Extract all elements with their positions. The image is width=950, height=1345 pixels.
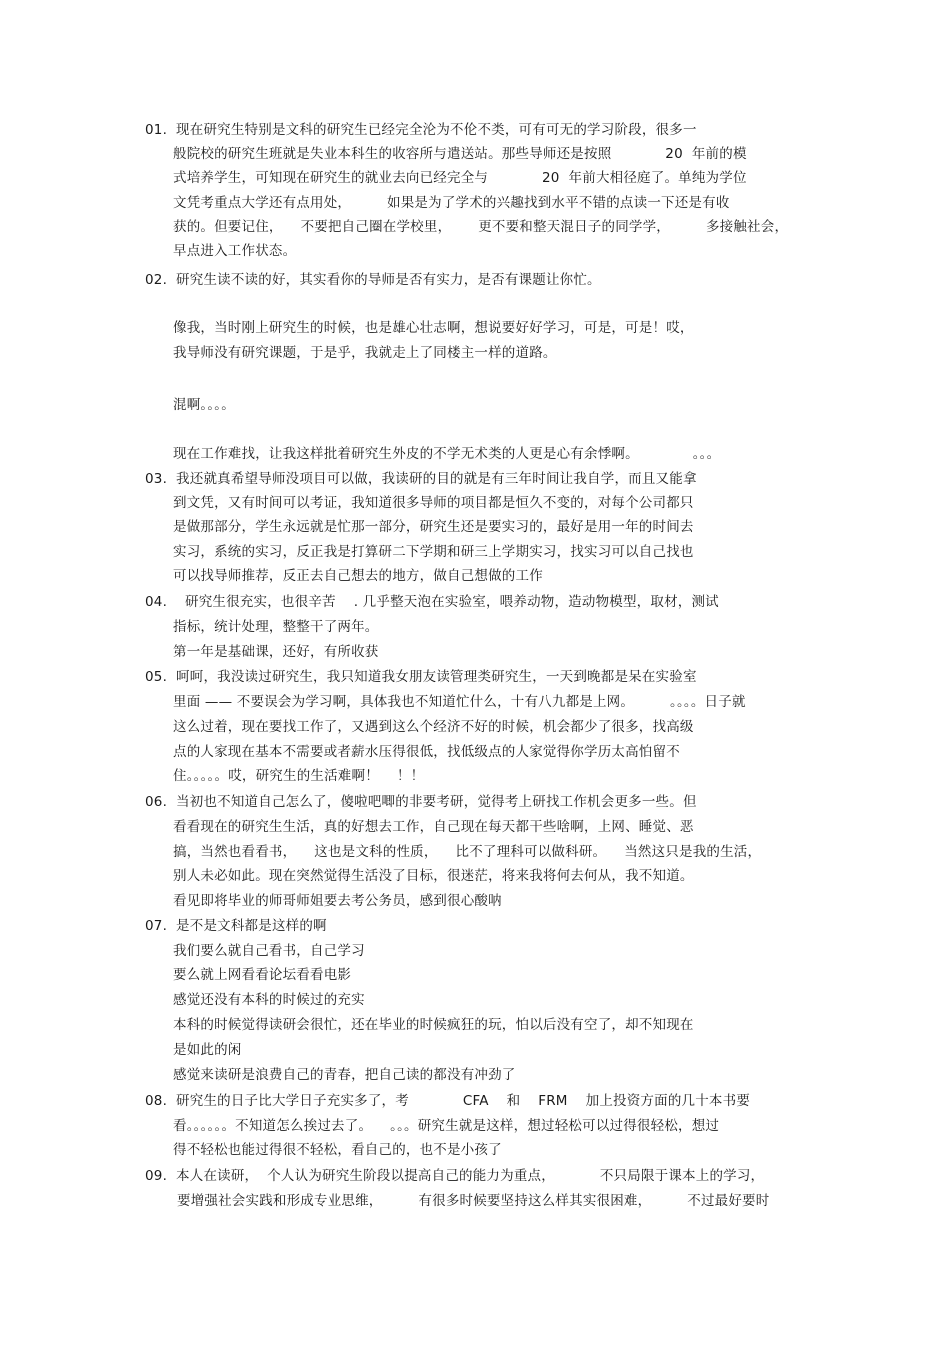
text-line: 混啊。。。。	[173, 397, 235, 413]
text-line: 般院校的研究生班就是失业本科生的收容所与遣送站。那些导师还是按照 20 年前的模	[173, 146, 747, 162]
text-line: 09. 本人在读研， 个人认为研究生阶段以提高自己的能力为重点， 不只局限于课本上的学习，	[145, 1168, 765, 1184]
text-line: 第一年是基础课，还好，有所收获	[173, 644, 379, 660]
text-line: 别人未必如此。现在突然觉得生活没了目标，很迷茫，将来我将何去何从，我不知道。	[173, 868, 694, 884]
text-line: 现在工作难找，让我这样批着研究生外皮的不学无术类的人更是心有余悸啊。 。。。	[173, 446, 721, 462]
text-line: 我导师没有研究课题，于是乎，我就走上了同楼主一样的道路。	[173, 345, 557, 361]
text-line: 03. 我还就真希望导师没项目可以做，我读研的目的就是有三年时间让我自学，而且又能拿	[145, 471, 697, 487]
text-line: 看。。。。。。不知道怎么挨过去了。 。。。研究生就是这样，想过轻松可以过得很轻松，想过	[173, 1118, 720, 1134]
text-line: 06. 当初也不知道自己怎么了，傻啦吧唧的非要考研，觉得考上研找工作机会更多一些。但	[145, 794, 697, 810]
text-line: 式培养学生，可知现在研究生的就业去向已经完全与 20 年前大相径庭了。单纯为学位	[173, 170, 747, 186]
text-line: 里面 —— 不要误会为学习啊，具体我也不知道忙什么，十有八九都是上网。 。。。。日子就	[173, 694, 746, 710]
text-line: 07. 是不是文科都是这样的啊	[145, 918, 327, 934]
text-line: 住。。。。。哎，研究生的生活难啊！ ！！	[173, 768, 425, 784]
text-line: 可以找导师推荐，反正去自己想去的地方，做自己想做的工作	[173, 568, 543, 584]
text-line: 要么就上网看看论坛看看电影	[173, 967, 352, 983]
text-line: 得不轻松也能过得很不轻松，看自己的，也不是小孩了	[173, 1142, 502, 1158]
text-line: 文凭考重点大学还有点用处， 如果是为了学术的兴趣找到水平不错的点读一下还是有收	[173, 195, 730, 211]
text-line: 是如此的闲	[173, 1042, 242, 1058]
text-line: 看见即将毕业的师哥师姐要去考公务员，感到很心酸呐	[173, 893, 502, 909]
text-line: 这么过着，现在要找工作了，又遇到这么个经济不好的时候，机会都少了很多，找高级	[173, 719, 694, 735]
text-line: 05. 呵呵，我没读过研究生，我只知道我女朋友读管理类研究生，一天到晚都是呆在实验室	[145, 669, 697, 685]
text-line: 本科的时候觉得读研会很忙，还在毕业的时候疯狂的玩，怕以后没有空了，却不知现在	[173, 1017, 694, 1033]
text-line: 看看现在的研究生生活，真的好想去工作，自己现在每天都干些啥啊，上网、睡觉、恶	[173, 819, 694, 835]
text-line: 指标，统计处理，整整干了两年。	[173, 619, 379, 635]
text-line: 01. 现在研究生特别是文科的研究生已经完全沦为不伦不类，可有可无的学习阶段，很多一	[145, 122, 697, 138]
text-line: 是做那部分，学生永远就是忙那一部分，研究生还是要实习的，最好是用一年的时间去	[173, 519, 694, 535]
text-line: 感觉还没有本科的时候过的充实	[173, 992, 365, 1008]
text-line: 点的人家现在基本不需要或者薪水压得很低，找低级点的人家觉得你学历太高怕留不	[173, 744, 680, 760]
text-line: 我们要么就自己看书，自己学习	[173, 943, 365, 959]
text-line: 感觉来读研是浪费自己的青春，把自己读的都没有冲劲了	[173, 1067, 516, 1083]
text-line: 到文凭，又有时间可以考证，我知道很多导师的项目都是恒久不变的，对每个公司都只	[173, 495, 694, 511]
text-line: 搞，当然也看看书， 这也是文科的性质， 比不了理科可以做科研。 当然这只是我的生活，	[173, 844, 762, 860]
text-line: 要增强社会实践和形成专业思维， 有很多时候要坚持这么样其实很困难， 不过最好要时	[177, 1193, 770, 1209]
text-line: 04. 研究生很充实，也很辛苦 . 几乎整天泡在实验室，喂养动物，造动物模型，取材，测试	[145, 594, 719, 610]
text-line: 02. 研究生读不读的好，其实看你的导师是否有实力，是否有课题让你忙。	[145, 272, 601, 288]
text-line: 像我，当时刚上研究生的时候，也是雄心壮志啊，想说要好好学习，可是，可是！哎，	[173, 320, 694, 336]
text-line: 实习，系统的实习，反正我是打算研二下学期和研三上学期实习，找实习可以自己找也	[173, 544, 694, 560]
text-line: 08. 研究生的日子比大学日子充实多了，考 CFA 和 FRM 加上投资方面的几十本书要	[145, 1093, 751, 1109]
text-line: 获的。但要记住， 不要把自己圈在学校里， 更不要和整天混日子的同学学， 多接触社会，	[173, 219, 789, 235]
text-line: 早点进入工作状态。	[173, 243, 297, 259]
